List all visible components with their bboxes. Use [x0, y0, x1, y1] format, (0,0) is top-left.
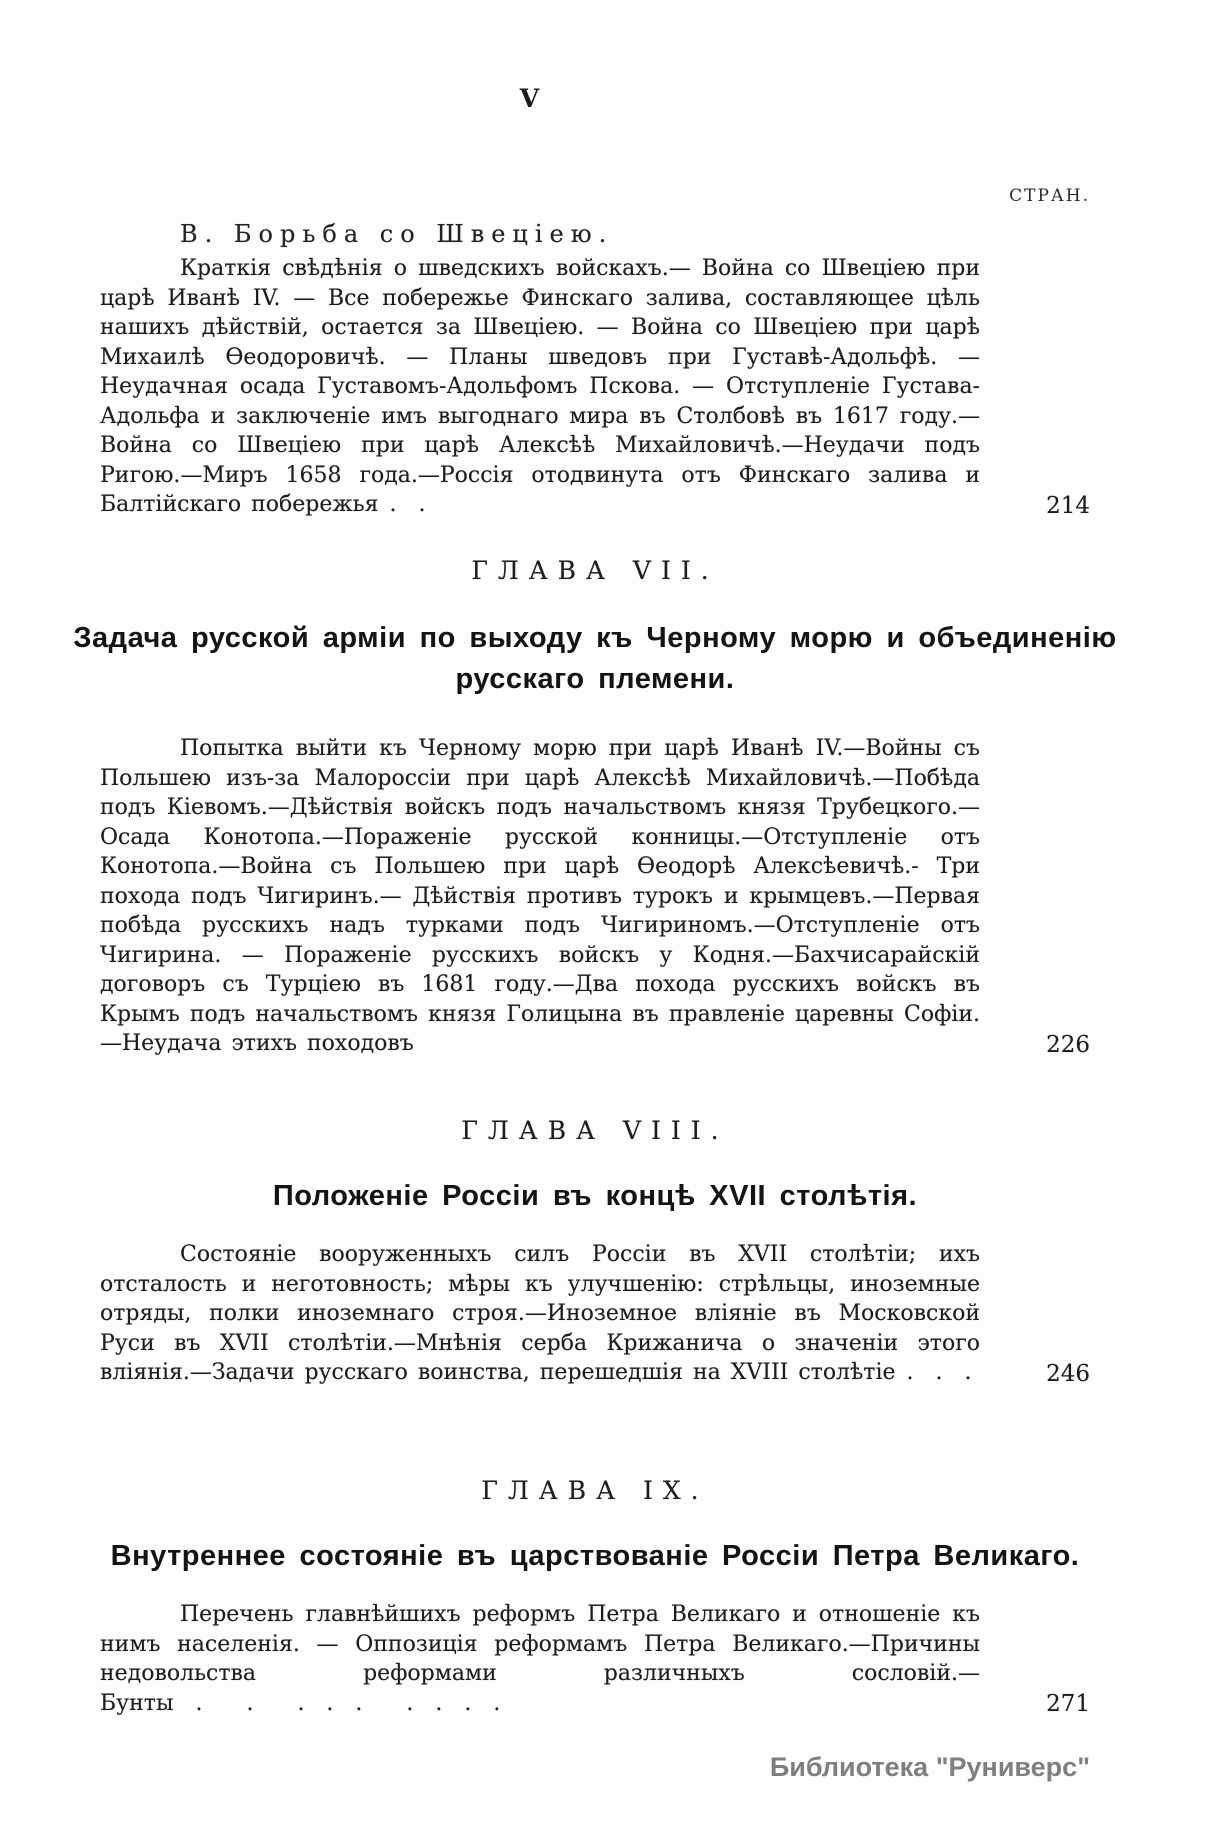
- chapter-title-viii: Положеніе Россіи въ концѣ XVII столѣтія.: [272, 1180, 918, 1212]
- toc-entry-summary: Состояніе вооруженныхъ силъ Россіи въ XVII столѣтіи; ихъ отсталость и неготовность; мѣры къ улучшенію: стрѣльцы, иноземные отряды, полки иноземнаго строя.—Иноземное вліяніе въ Московской Руси въ XVII столѣтіи.—Мнѣнія серба Крижанича о значеніи этого вліянія.—Задачи русскаго воинства, перешедшія на XVIII столѣтіе . . .: [100, 1242, 980, 1385]
- chapter-title-vii: Задача русской арміи по выходу къ Черному морю и объединенію русскаго племени.: [73, 622, 1117, 695]
- toc-entry-summary: Перечень главнѣйшихъ реформъ Петра Великаго и отношеніе къ нимъ населенія. — Оппозиція реформамъ Петра Великаго.—Причины недовольства реформами различныхъ сословій.—Бунты . . . . . . . . .: [100, 1602, 980, 1716]
- toc-entry-page-number: 246: [1046, 1360, 1090, 1387]
- library-watermark: Библиотека "Руниверс": [769, 1752, 1090, 1782]
- toc-entry-chapter-viii: [100, 1240, 1090, 1388]
- chapter-heading-ix: ГЛАВА IX.: [481, 1476, 709, 1505]
- chapter-title-ix: Внутреннее состояніе въ царствованіе Россіи Петра Великаго.: [110, 1540, 1080, 1572]
- toc-entry-summary: Краткія свѣдѣнія о шведскихъ войскахъ.— Война со Швеціею при царѣ Иванѣ IV. — Все побережье Финскаго залива, составляющее цѣль нашихъ дѣйствій, остается за Швеціею. — Война со Швеціею при царѣ Михаилѣ Ѳеодоровичѣ. — Планы шведовъ при Густавѣ-Адольфѣ. — Неудачная осада Густавомъ-Адольфомъ Пскова. — Отступленіе Густава-Адольфа и заключеніе имъ выгоднаго мира въ Столбовѣ въ 1617 году.—Война со Швеціею при царѣ Алексѣѣ Михайловичѣ.—Неудачи подъ Ригою.—Миръ 1658 года.—Россія отодвинута отъ Финскаго залива и Балтійскаго побережья . .: [100, 256, 980, 517]
- chapter-heading-vii: ГЛАВА VII.: [471, 556, 719, 585]
- toc-entry-chapter-ix: [100, 1600, 1090, 1718]
- toc-entry-page-number: 271: [1046, 1691, 1090, 1717]
- toc-entry-summary: Попытка выйти къ Черному морю при царѣ Иванѣ IV.—Войны съ Польшею изъ-за Малороссіи при царѣ Алексѣѣ Михайловичѣ.—Побѣда подъ Кіевомъ.—Дѣйствія войскъ подъ начальствомъ князя Трубецкого.— Осада Конотопа.—Пораженіе русской конницы.—Отступленіе отъ Конотопа.—Война съ Польшею при царѣ Ѳеодорѣ Алексѣевичѣ.- Три похода подъ Чигиринъ.— Дѣйствія противъ турокъ и крымцевъ.—Первая побѣда русскихъ надъ турками подъ Чигириномъ.—Отступленіе отъ Чигирина. — Пораженіе русскихъ войскъ у Кодня.—Бахчисарайскій договоръ съ Турціею въ 1681 году.—Два похода русскихъ войскъ въ Крымъ подъ начальствомъ князя Голицына въ правленіе царевны Софіи.—Неудача этихъ походовъ: [100, 736, 980, 1056]
- page-column-header: СТРАН.: [1009, 186, 1090, 206]
- toc-entry-chapter-vii: [100, 734, 1090, 1059]
- toc-entry-sweden: [100, 220, 1090, 520]
- toc-entry-page-number: 214: [1046, 492, 1090, 519]
- toc-entry-page-number: 226: [1046, 1031, 1090, 1058]
- page-folio-number: V: [519, 84, 541, 113]
- chapter-heading-viii: ГЛАВА VIII.: [461, 1116, 729, 1145]
- subsection-heading: В. Борьба со Швеціею.: [180, 220, 614, 248]
